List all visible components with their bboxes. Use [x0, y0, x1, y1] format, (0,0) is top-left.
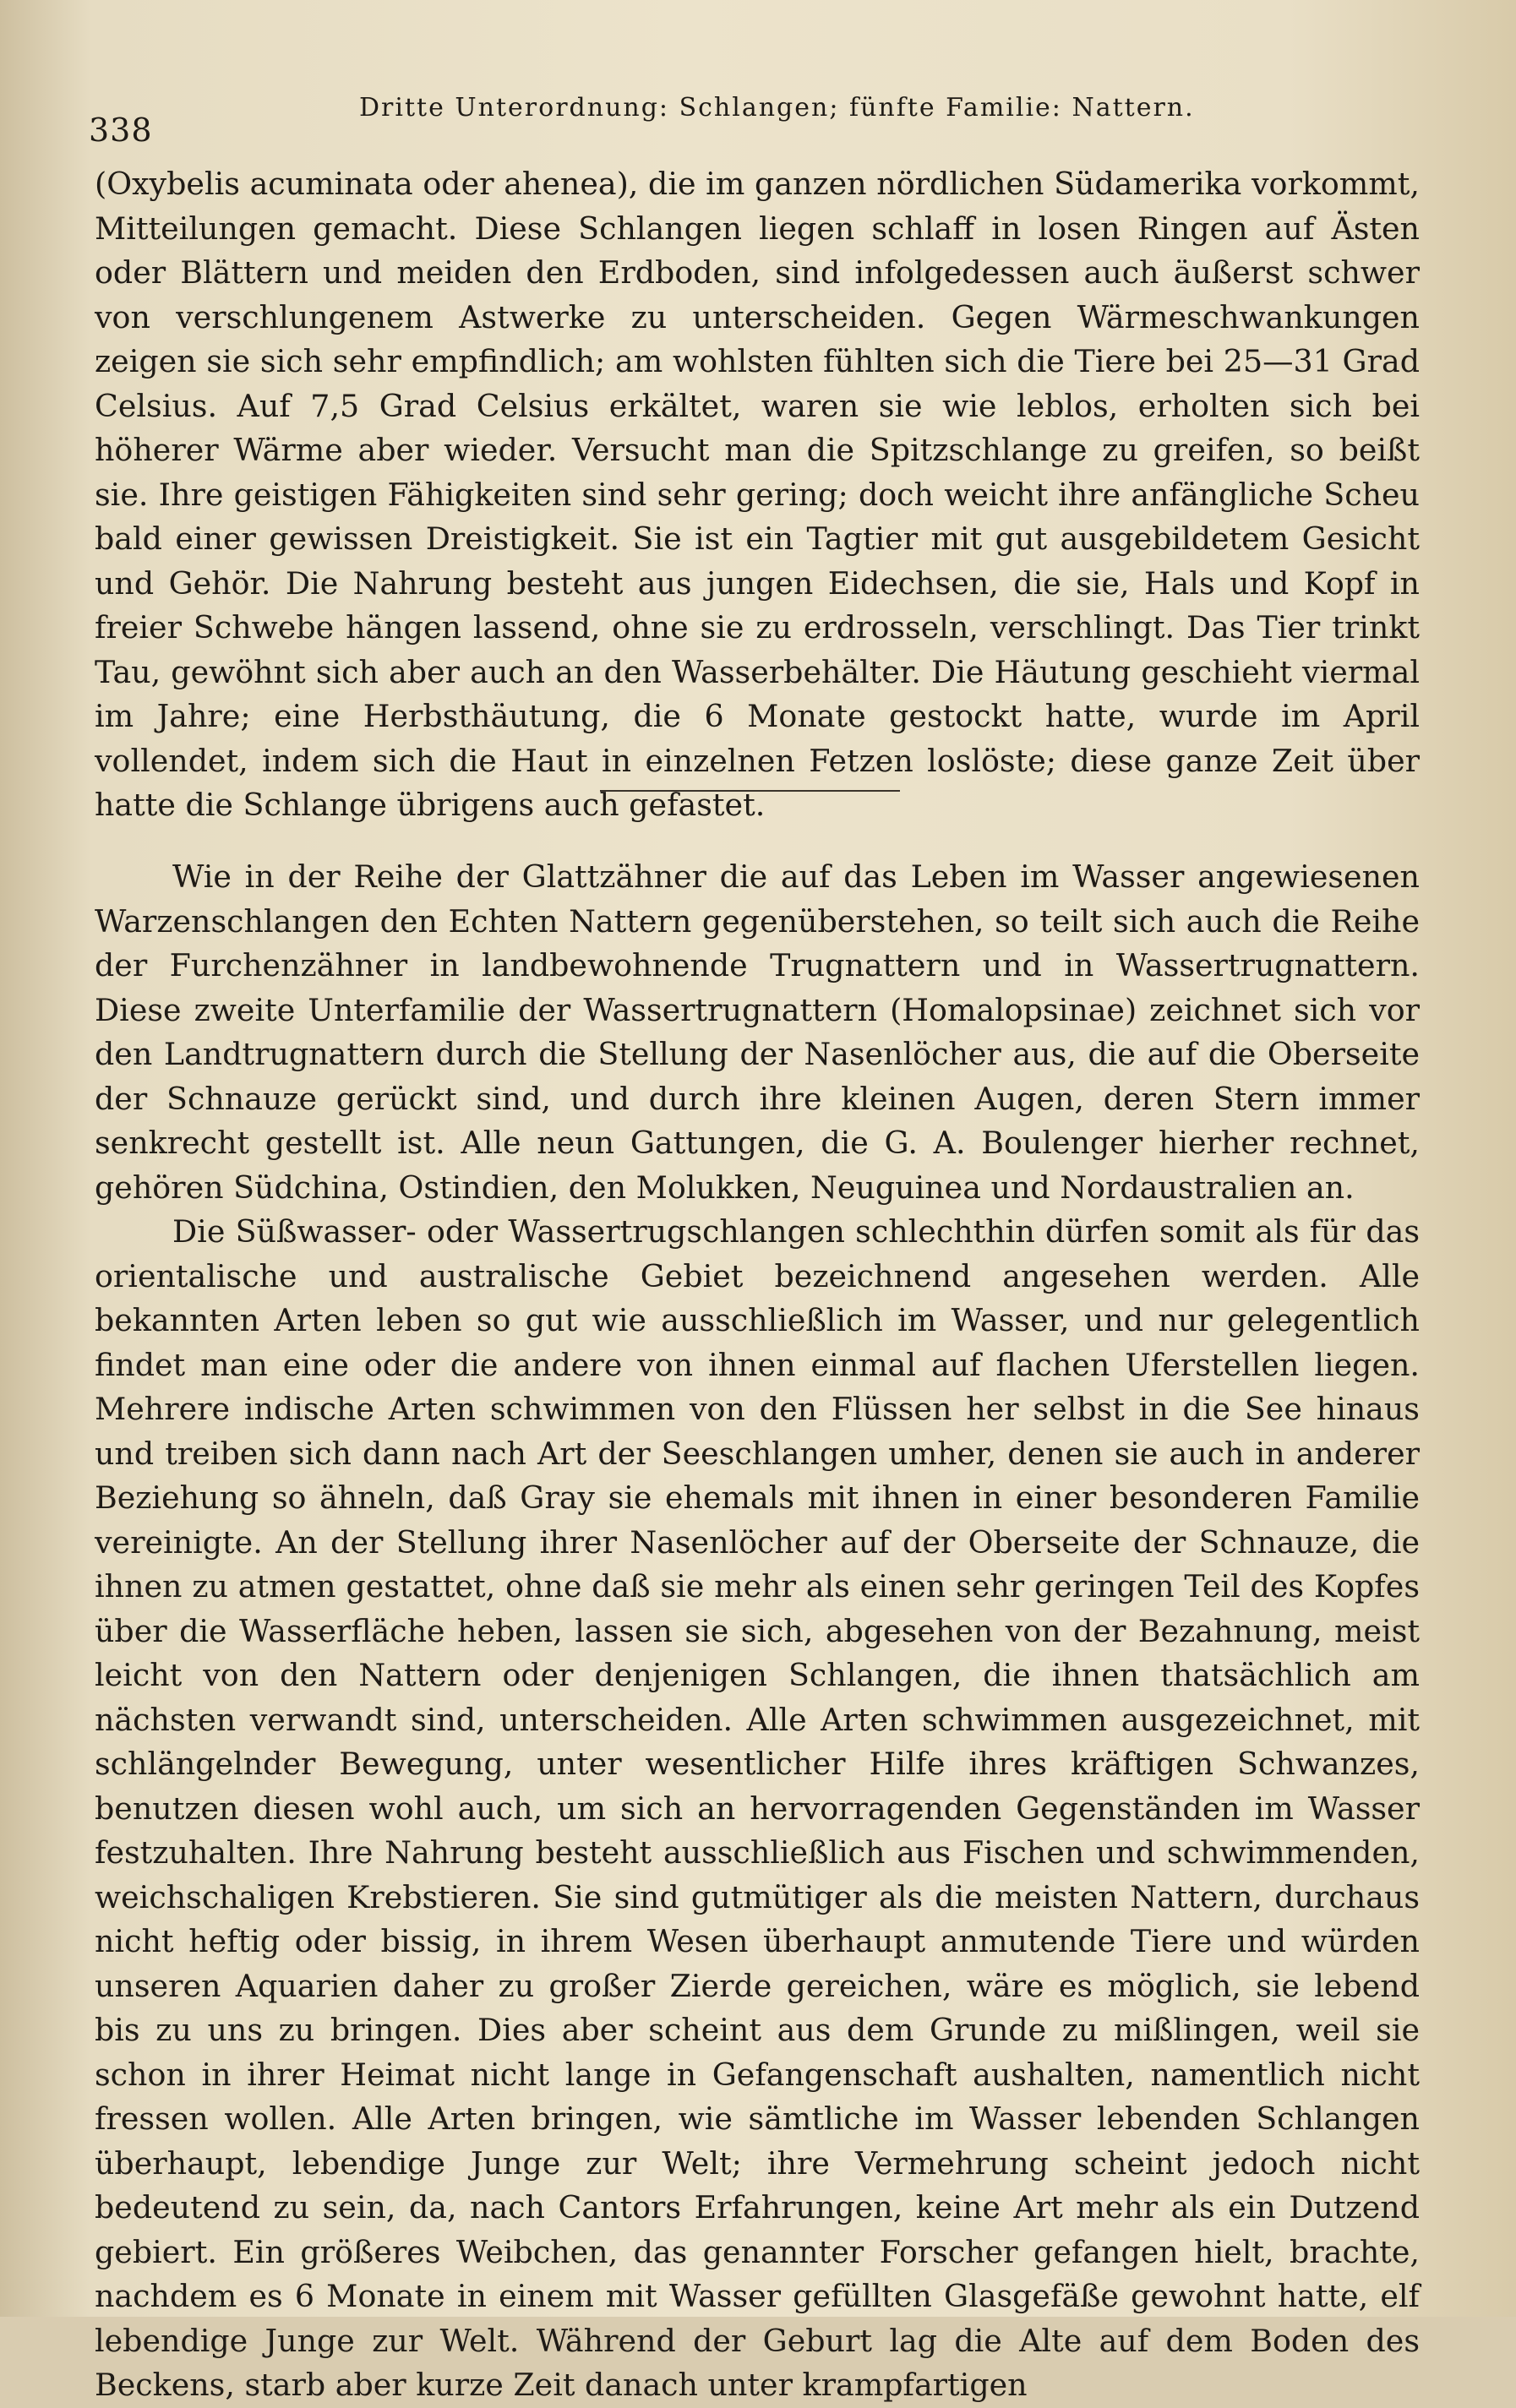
section-divider: [600, 790, 900, 792]
running-head: [89, 93, 1423, 149]
paragraph-suesswasserschlangen: Die Süßwasser- oder Wassertrugschlangen schlechthin dürfen somit als für das orientalische und australische Gebiet bezeichnend angesehen werden. Alle bekannten Arten leben so gut wie ausschließlich im Wasser, und nur gelegentlich findet man eine oder die andere von ihnen einmal auf flachen Uferstellen liegen. Mehrere indische Arten schwimmen von den Flüssen her selbst in die See hinaus und treiben sich dann nach Art der Seeschlangen umher, denen sie auch in anderer Beziehung so ähneln, daß Gray sie ehemals mit ihnen in einer besonderen Familie vereinigte. An der Stellung ihrer Nasenlöcher auf der Oberseite der Schnauze, die ihnen zu atmen gestattet, ohne daß sie mehr als einen sehr geringen Teil des Kopfes über die Wasserfläche heben, lassen sie sich, abgesehen von der Bezahnung, meist leicht von den Nattern oder denjenigen Schlangen, die ihnen thatsächlich am nächsten verwandt sind, unterscheiden. Alle Arten schwimmen ausgezeichnet, mit schlängelnder Bewegung, unter wesentlicher Hilfe ihres kräftigen Schwanzes, benutzen diesen wohl auch, um sich an hervorragenden Gegenständen im Wasser festzuhalten. Ihre Nahrung besteht ausschließlich aus Fischen und schwimmenden, weichschaligen Krebstieren. Sie sind gutmütiger als die meisten Nattern, durchaus nicht heftig oder bissig, in ihrem Wesen überhaupt anmutende Tiere und würden unseren Aquarien daher zu großer Zierde gereichen, wäre es möglich, sie lebend bis zu uns zu bringen. Dies aber scheint aus dem Grunde zu mißlingen, weil sie schon in ihrer Heimat nicht lange in Gefangenschaft aushalten, namentlich nicht fressen wollen. Alle Arten bringen, wie sämtliche im Wasser lebenden Schlangen überhaupt, lebendige Junge zur Welt; ihre Vermehrung scheint jedoch nicht bedeutend zu sein, da, nach Cantors Erfahrungen, keine Art mehr als ein Dutzend gebiert. Ein größeres Weibchen, das genannter Forscher gefangen hielt, brachte, nachdem es 6 Monate in einem mit Wasser gefüllten Glasgefäße gewohnt hatte, elf lebendige Junge zur Welt. Während der Geburt lag die Alte auf dem Boden des Beckens, starb aber kurze Zeit danach unter krampfartigen: [95, 1213, 1420, 2403]
section-text-block: [95, 855, 1420, 2408]
paragraph-wassertrugnattern-intro: Wie in der Reihe der Glattzähner die auf das Leben im Wasser angewiesenen Warzenschlangen den Echten Nattern gegenüberstehen, so teilt sich auch die Reihe der Furchenzähner in landbewohnende Trugnattern und in Wassertrugnattern. Diese zweite Unterfamilie der Wassertrugnattern (Homalopsinae) zeichnet sich vor den Landtrugnattern durch die Stellung der Nasenlöcher aus, die auf die Oberseite der Schnauze gerückt sind, und durch ihre kleinen Augen, deren Stern immer senkrecht gestellt ist. Alle neun Gattungen, die G. A. Boulenger hierher rechnet, gehören Südchina, Ostindien, den Molukken, Neuguinea und Nordaustralien an.: [95, 858, 1420, 1206]
running-title: Dritte Unterordnung: Schlangen; fünfte Familie: Nattern.: [359, 93, 1195, 123]
paragraph-spitzschlange: (Oxybelis acuminata oder ahenea), die im ganzen nördlichen Südamerika vorkommt, Mitteilungen gemacht. Diese Schlangen liegen schlaff in losen Ringen auf Ästen oder Blättern und meiden den Erdboden, sind infolgedessen auch äußerst schwer von verschlungenem Astwerke zu unterscheiden. Gegen Wärmeschwankungen zeigen sie sich sehr empfindlich; am wohlsten fühlten sich die Tiere bei 25—31 Grad Celsius. Auf 7,5 Grad Celsius erkältet, waren sie wie leblos, erholten sich bei höherer Wärme aber wieder. Versucht man die Spitzschlange zu greifen, so beißt sie. Ihre geistigen Fähigkeiten sind sehr gering; doch weicht ihre anfängliche Scheu bald einer gewissen Dreistigkeit. Sie ist ein Tagtier mit gut ausgebildetem Gesicht und Gehör. Die Nahrung besteht aus jungen Eidechsen, die sie, Hals und Kopf in freier Schwebe hängen lassend, ohne sie zu erdrosseln, verschlingt. Das Tier trinkt Tau, gewöhnt sich aber auch an den Wasserbehälter. Die Häutung geschieht viermal im Jahre; eine Herbsthäutung, die 6 Monate gestockt hatte, wurde im April vollendet, indem sich die Haut in einzelnen Fetzen loslöste; diese ganze Zeit über hatte die Schlange übrigens auch gefastet.: [95, 166, 1420, 823]
page-number: 338: [89, 112, 153, 149]
continued-paragraph-block: [95, 162, 1420, 828]
